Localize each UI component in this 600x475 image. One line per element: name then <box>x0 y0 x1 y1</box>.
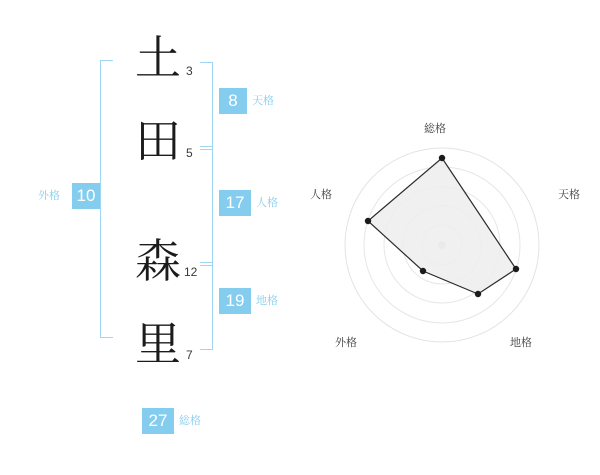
kanji-char-2: 田 <box>135 116 181 167</box>
axis-label-gaikaku: 外格 <box>335 337 357 349</box>
jinkaku-score-chip: 17 <box>219 190 251 216</box>
outer-bracket <box>100 60 113 338</box>
soukaku-score-label: 総格 <box>179 415 201 427</box>
chikaku-score-label: 地格 <box>256 295 278 307</box>
radar-point-soukaku <box>439 155 445 161</box>
radar-chart-panel <box>300 0 600 470</box>
axis-label-chikaku: 地格 <box>510 337 532 349</box>
name-panel <box>0 0 300 470</box>
tenkaku-score-label: 天格 <box>252 95 274 107</box>
soukaku-score-chip: 27 <box>142 408 174 434</box>
radar-chart-svg <box>300 0 600 470</box>
kanji-char-4: 里 <box>135 319 181 370</box>
axis-label-jinkaku: 人格 <box>310 189 332 201</box>
radar-series <box>365 155 519 297</box>
radar-point-jinkaku <box>365 218 371 224</box>
tenkaku-score-chip: 8 <box>219 88 247 114</box>
axis-label-soukaku: 総格 <box>424 123 446 135</box>
kanji-strokes-4: 7 <box>186 348 193 362</box>
jinkaku-score-label: 人格 <box>256 197 278 209</box>
kanji-char-3: 森 <box>135 236 181 287</box>
radar-point-tenkaku <box>513 266 519 272</box>
kanji-strokes-3: 12 <box>184 265 198 279</box>
outer-score-chip: 10 <box>72 183 100 209</box>
kanji-char-1: 土 <box>135 33 181 84</box>
chikaku-bracket <box>200 262 213 350</box>
chikaku-score-chip: 19 <box>219 288 251 314</box>
kanji-strokes-2: 5 <box>186 146 193 160</box>
outer-score-label: 外格 <box>38 190 60 202</box>
axis-label-tenkaku: 天格 <box>558 189 580 201</box>
radar-point-gaikaku <box>420 268 426 274</box>
radar-point-chikaku <box>475 291 481 297</box>
kanji-strokes-1: 3 <box>186 64 193 78</box>
tenkaku-bracket <box>200 62 213 150</box>
jinkaku-bracket <box>200 146 213 266</box>
